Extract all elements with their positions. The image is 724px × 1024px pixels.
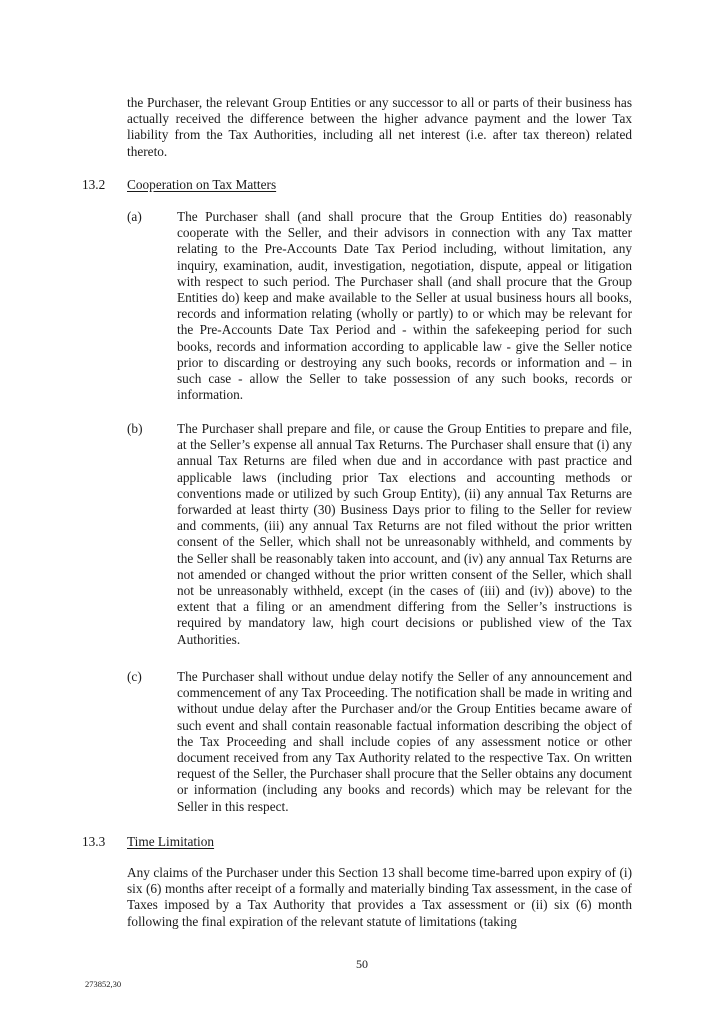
item-text-c: The Purchaser shall without undue delay notify the Seller of any announcement and commencement of any Tax Proceeding. The notification shall be made in writing and without undue delay after the Purchaser and/or the Group Entities became aware of such event and shall contain reasonable factual information describing the object of the Tax Proceeding and shall include copies of any assessment notice or other document received from any Tax Authority related to the respective Tax. On written request of the Seller, the Purchaser shall procure that the Seller obtains any document or information (including any books and records) which may be relevant for the Seller in this respect. [177,669,632,814]
item-text-b: The Purchaser shall prepare and file, or cause the Group Entities to prepare and file, at the Seller’s expense all annual Tax Returns. The Purchaser shall ensure that (i) any annual Tax Returns are filed when due and in accordance with past practice and applicable laws (including prior Tax elections and accounting methods or conventions made or utilized by such Group Entity), (ii) any annual Tax Returns are forwarded at least thirty (30) Business Days prior to filing to the Seller for review and comments, (iii) any annual Tax Returns are not filed without the prior written consent of the Seller, which shall not be unreasonably withheld, and comments by the Seller shall be reasonably taken into account, and (iv) any annual Tax Returns are not amended or changed without the prior written consent of the Seller, which shall not be unreasonably withheld, except (in the cases of (iii) and (iv)) above) to the extent that a filing or an amendment differing from the Seller’s instructions is required by mandatory law, high court decisions or published view of the Tax Authorities. [177,421,632,647]
section-13-3-body: Any claims of the Purchaser under this Section 13 shall become time-barred upon expiry of (i) six (6) months after receipt of a formally and materially binding Tax assessment, in the case of Taxes imposed by a Tax Authority that provides a Tax assessment or (ii) six (6) month following the final expiration of the relevant statute of limitations (taking [127,865,632,929]
continued-paragraph: the Purchaser, the relevant Group Entities or any successor to all or parts of their business has actually received the difference between the higher advance payment and the lower Tax liability from the Tax Authorities, including all net interest (i.e. after tax thereon) related thereto. [127,95,632,159]
item-label-b: (b) [127,421,143,436]
section-number-13-3: 13.3 [82,834,106,849]
section-title-cooperation: Cooperation on Tax Matters [127,177,277,192]
section-title-time-limitation: Time Limitation [127,834,215,849]
item-text-a: The Purchaser shall (and shall procure that the Group Entities do) reasonably cooperate with the Seller, and their advisors in connection with any Tax matter relating to the Pre-Accounts Date Tax Period including, without limitation, any inquiry, examination, audit, investigation, negotiation, dispute, appeal or litigation with respect to such period. The Purchaser shall (and shall procure that the Group Entities do) keep and make available to the Seller at usual business hours all books, records and information relating (wholly or partly) to or which may be relevant for the Pre-Accounts Date Tax Period and - within the safekeeping period for such books, records and information according to applicable law - give the Seller notice prior to discarding or destroying any such books, records or information and – in such case - allow the Seller to take possession of any such books, records or information. [177,209,632,403]
item-label-c: (c) [127,669,142,684]
section-number-13-2: 13.2 [82,177,106,192]
page-number: 50 [356,957,368,971]
item-label-a: (a) [127,209,142,224]
document-reference: 273852,30 [85,979,122,989]
